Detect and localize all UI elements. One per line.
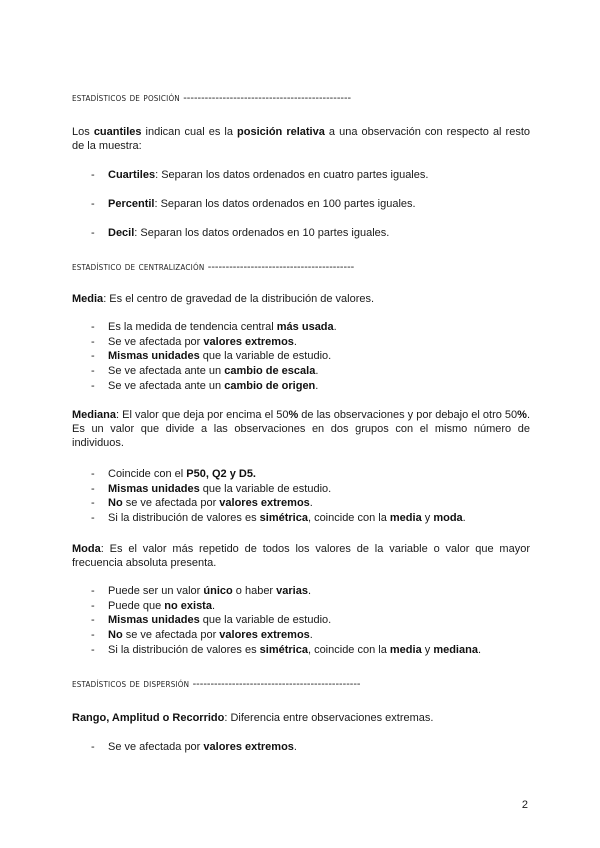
bold-run: P50, Q2 y D5. [186,468,256,480]
rango-list [91,740,531,755]
bold-run: más usada [276,321,334,333]
heading-rule: ----------------------------------------------- [192,677,361,690]
list-item [91,168,531,197]
text-run: . Es un valor que divide a las observaciones en dos grupos con el mismo número de individuos. [72,409,530,449]
text-run: . [333,321,337,333]
bold-run: valores extremos [203,335,294,348]
text-run: Si la distribución de valores es [108,643,260,656]
text-run: Se ve afectada por [108,335,204,348]
bold-run: % [517,409,527,421]
list-item [91,496,531,511]
text-run: : Es el valor más repetido de todos los valores de la variable o valor que mayor frecuencia absoluta presenta. [72,543,530,569]
bold-run: No [108,629,123,642]
text-run: . [293,335,297,348]
term-label: Moda [72,543,101,555]
text-run: : Es el centro de gravedad de la distribución de valores. [103,293,375,305]
list-item [91,643,531,658]
bold-run: valores extremos [203,741,294,753]
media-list [91,320,531,393]
bold-run: único [203,585,233,597]
media-paragraph [72,292,530,306]
list-item [91,335,531,350]
text-run: : Separan los datos ordenados en 10 partes iguales. [134,227,390,239]
list-item [91,511,531,526]
section-heading-centralizacion [72,260,354,273]
text-run: y [421,512,434,525]
text-run: Coincide con el [108,468,187,480]
list-item [91,320,531,335]
mediana-list [91,467,531,526]
heading-rule: ----------------------------------------------- [183,91,352,104]
bold-run: No [108,497,123,510]
list-item [91,349,531,364]
text-run: Se ve afectada por [108,741,204,753]
text-run: : Separan los datos ordenados en cuatro partes iguales. [155,169,429,181]
text-run: a una observación con respecto al resto de la muestra: [72,126,531,152]
bold-run: no exista [164,599,212,612]
text-run: . [307,585,312,597]
list-item [91,482,531,497]
cuantiles-paragraph [72,125,530,153]
list-item [91,364,531,379]
list-item [91,584,531,599]
list-item [91,379,531,394]
list-item [91,740,531,755]
text-run: . [315,365,319,378]
text-run: se ve afectada por [122,497,220,510]
term-label: Media [72,293,104,305]
bold-run: moda [433,512,463,525]
mediana-paragraph [72,408,530,450]
text-run: . [211,599,216,612]
moda-paragraph [72,542,530,570]
bold-run: cambio de origen [224,379,316,392]
text-run: indican cual es la [141,126,238,138]
bold-run: Percentil [108,198,155,210]
list-item [91,467,531,482]
text-run: , coincide con la [307,512,390,525]
text-run: . [477,643,482,656]
bold-run: varias [276,585,308,597]
text-run: o haber [232,585,277,597]
bold-run: simétrica [259,512,308,525]
bold-run: Cuartiles [108,169,156,181]
text-run: . [309,497,313,510]
heading-text: estadísticos de posición [72,91,180,104]
bold-run: % [288,409,299,421]
bold-run: Mismas unidades [108,482,200,495]
bold-run: valores extremos [219,629,310,642]
text-run: . [315,379,319,392]
text-run: . [309,629,313,642]
bold-run: posición relativa [237,126,325,138]
text-run: : Separan los datos ordenados en 100 partes iguales. [154,198,416,210]
rango-paragraph [72,711,530,725]
moda-list [91,584,531,657]
bold-run: mediana [433,643,478,656]
text-run: que la variable de estudio. [199,350,332,363]
text-run: Es la medida de tendencia central [108,321,277,333]
bold-run: cuantiles [93,126,142,138]
bold-run: media [389,643,422,656]
text-run: que la variable de estudio. [199,614,332,627]
bold-run: Mismas unidades [108,614,200,627]
text-run: Puede ser un valor [108,585,204,597]
list-item [91,599,531,614]
bold-run: simétrica [259,643,308,656]
text-run: : El valor que deja por encima el 50 [116,409,289,421]
page-number: 2 [521,799,528,811]
text-run: : Diferencia entre observaciones extremas. [224,712,434,724]
list-item [91,613,531,628]
term-label: Rango, Amplitud o Recorrido [72,712,225,724]
heading-text: estadísticos de dispersión [72,677,190,690]
text-run: y [421,643,434,656]
text-run: Puede que [108,599,165,612]
list-item [91,197,531,226]
bold-run: cambio de escala [224,365,316,378]
text-run: Si la distribución de valores es [108,512,260,525]
text-run: de las observaciones y por debajo el otro 50 [298,409,518,421]
text-run: Se ve afectada ante un [108,379,225,392]
list-item [91,628,531,643]
heading-rule: ----------------------------------------- [207,260,355,273]
bold-run: Decil [108,227,135,239]
cuantiles-list [91,168,531,255]
list-item [91,226,531,255]
bold-run: valores extremos [219,497,310,510]
text-run: . [293,741,297,753]
text-run: que la variable de estudio. [199,482,332,495]
bold-run: Mismas unidades [108,350,200,363]
section-heading-dispersion [72,677,360,690]
bold-run: media [389,512,422,525]
text-run: Se ve afectada ante un [108,365,225,378]
text-run: Los [72,126,94,138]
term-label: Mediana [72,409,117,421]
text-run: , coincide con la [307,643,390,656]
text-run: . [462,512,466,525]
text-run: se ve afectada por [122,629,220,642]
heading-text: estadístico de centralización [72,260,205,273]
section-heading-posicion [72,91,351,104]
